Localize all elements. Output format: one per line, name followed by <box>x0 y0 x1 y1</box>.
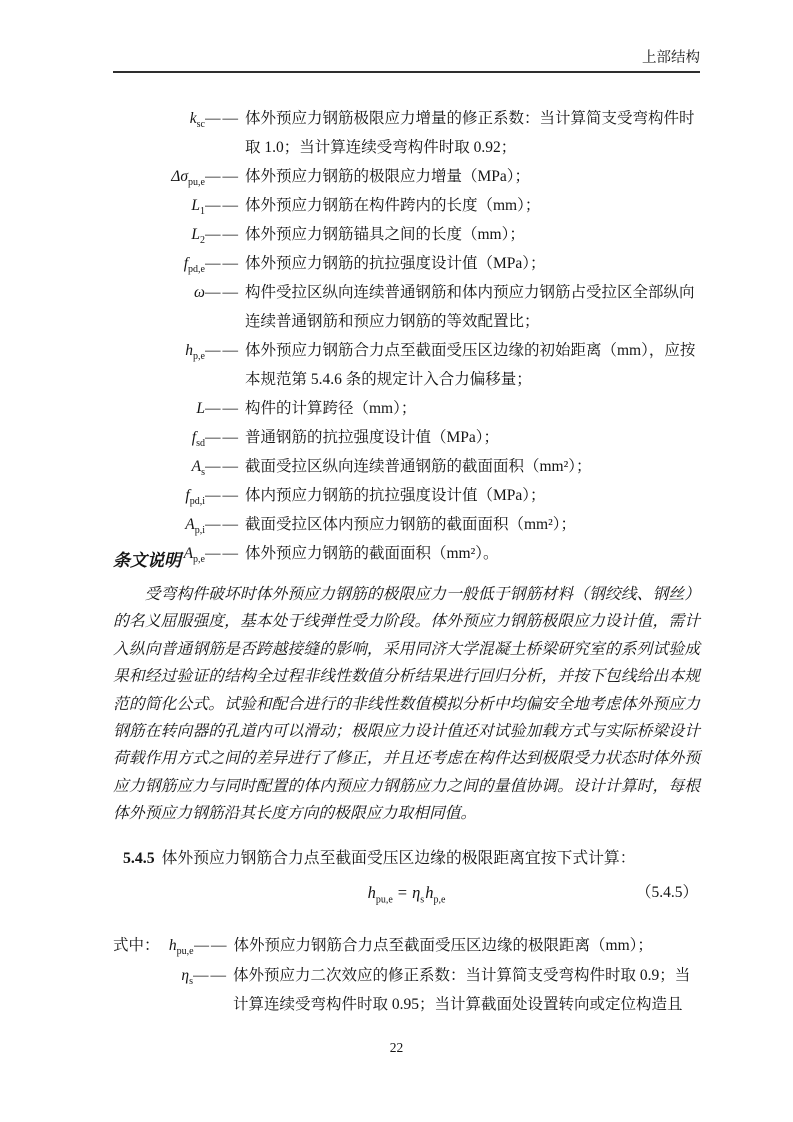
symbol-subscript: s <box>201 467 205 479</box>
formula-lhs-subscript: pu,e <box>375 894 393 906</box>
symbol-subscript: s <box>189 975 193 987</box>
symbol-subscript: p,i <box>194 525 205 537</box>
symbol-subscript: p,e <box>193 554 205 566</box>
equation-number: （5.4.5） <box>635 884 698 901</box>
definition-text: 构件的计算跨径（mm）； <box>245 400 417 417</box>
symbol-base: A <box>191 458 202 475</box>
em-dash: —— <box>205 197 240 214</box>
definition-item <box>113 510 700 539</box>
symbol-base: f <box>191 429 197 446</box>
commentary-heading: 条文说明 <box>113 551 181 570</box>
header-running-title: 上部结构 <box>642 50 700 66</box>
where-item <box>113 931 700 961</box>
em-dash: —— <box>205 168 240 185</box>
em-dash: —— <box>205 255 240 272</box>
definition-item <box>113 191 700 220</box>
symbol-subscript: pd,e <box>188 264 205 276</box>
clause-text: 体外预应力钢筋合力点至截面受压区边缘的极限距离宜按下式计算： <box>161 850 636 867</box>
where-prefix: 式中： <box>113 937 160 954</box>
symbol-subscript: 2 <box>200 235 205 247</box>
definition-text: 体外预应力钢筋的截面面积（mm²）。 <box>245 545 499 562</box>
definition-item <box>113 452 700 481</box>
definition-symbol <box>113 220 205 249</box>
em-dash: —— <box>205 110 240 127</box>
symbol-subscript: sd <box>196 438 205 450</box>
symbol-base: L <box>191 197 200 214</box>
commentary-paragraph: 受弯构件破坏时体外预应力钢筋的极限应力一般低于钢筋材料（钢绞线、钢丝）的名义屈服强度，基本处于线弹性受力阶段。体外预应力钢筋极限应力设计值，需计入纵向普通钢筋是否跨越接缝的影响，采用同济大学混凝土桥梁研究室的系列试验成果和经过验证的结构全过程非线性数值分析结果进行回归分析，并按下包线给出本规范的简化公式。试验和配合进行的非线性数值模拟分析中均偏安全地考虑体外预应力钢筋在转向器的孔道内可以滑动；极限应力设计值还对试验加载方式与实际桥梁设计荷载作用方式之间的差异进行了修正，并且还考虑在构件达到极限受力状态时体外预应力钢筋应力与同时配置的体内预应力钢筋应力之间的量值协调。设计计算时，每根体外预应力钢筋沿其长度方向的极限应力取相同值。 <box>113 586 700 823</box>
definition-symbol <box>113 278 205 307</box>
definition-text: 截面受拉区纵向连续普通钢筋的截面面积（mm²）； <box>245 458 592 475</box>
formula-row <box>113 878 700 907</box>
definition-item <box>113 539 700 568</box>
formula-eta-subscript: s <box>420 894 425 906</box>
definition-item <box>113 423 700 452</box>
em-dash: —— <box>205 487 240 504</box>
definition-item <box>113 220 700 249</box>
where-item <box>113 961 700 1020</box>
definition-item <box>113 249 700 278</box>
em-dash: —— <box>193 966 228 984</box>
definition-item <box>113 278 700 336</box>
where-item-text: 体外预应力二次效应的修正系数：当计算简支受弯构件时取 0.9；当计算连续受弯构件时取 0.95；当计算截面处设置转向或定位构造且 <box>233 966 691 1013</box>
symbol-base: h <box>168 937 177 954</box>
where-block <box>113 931 700 1020</box>
equation-5-4-5 <box>367 883 446 906</box>
clause-5-4-5 <box>123 844 700 873</box>
formula-lhs-base: h <box>367 883 376 902</box>
symbol-base: A <box>183 545 194 562</box>
symbol-subscript: pd,i <box>189 496 205 508</box>
where-item-text: 体外预应力钢筋合力点至截面受压区边缘的极限距离（mm）； <box>233 937 653 954</box>
em-dash: —— <box>205 545 240 562</box>
where-symbol <box>160 931 194 961</box>
em-dash: —— <box>205 284 240 301</box>
definition-text: 体外预应力钢筋的极限应力增量（MPa）； <box>245 168 531 185</box>
symbol-base: L <box>191 226 200 243</box>
symbol-base: k <box>189 110 197 127</box>
definition-item <box>113 104 700 162</box>
definition-text: 截面受拉区体内预应力钢筋的截面面积（mm²）； <box>245 516 577 533</box>
symbol-subscript: pu,e <box>176 946 194 958</box>
symbol-base: η <box>181 966 190 984</box>
definition-symbol <box>113 452 205 481</box>
definition-text: 体外预应力钢筋极限应力增量的修正系数：当计算简支受弯构件时取 1.0；当计算连续受弯构件时取 0.92； <box>245 110 695 156</box>
definition-symbol <box>113 336 205 365</box>
em-dash: —— <box>205 400 240 417</box>
definition-symbol <box>113 423 205 452</box>
symbol-subscript: pu,e <box>188 177 205 189</box>
formula-rhs-base: h <box>425 883 434 902</box>
formula-eta-base: η <box>412 883 421 902</box>
definition-symbol <box>113 162 205 191</box>
symbol-base: ω <box>194 284 205 301</box>
definition-symbol <box>113 481 205 510</box>
em-dash: —— <box>205 342 240 359</box>
definition-text: 普通钢筋的抗拉强度设计值（MPa）； <box>245 429 500 446</box>
definition-item <box>113 162 700 191</box>
definition-symbol <box>113 104 205 133</box>
definition-text: 体内预应力钢筋的抗拉强度设计值（MPa）； <box>245 487 546 504</box>
definition-item <box>113 394 700 423</box>
equals-sign: = <box>397 883 408 902</box>
symbol-subscript: 1 <box>200 206 205 218</box>
symbol-base: Δσ <box>171 168 189 185</box>
symbol-base: f <box>185 487 190 504</box>
definition-symbol <box>113 249 205 278</box>
definition-item <box>113 481 700 510</box>
definition-text: 体外预应力钢筋合力点至截面受压区边缘的初始距离（mm），应按本规范第 5.4.6 条的规定计入合力偏移量； <box>245 342 696 388</box>
em-dash: —— <box>205 458 240 475</box>
symbol-subscript: p,e <box>193 351 205 363</box>
formula-rhs-subscript: p,e <box>433 894 446 906</box>
em-dash: —— <box>205 429 240 446</box>
where-symbol <box>159 961 193 991</box>
em-dash: —— <box>205 516 240 533</box>
clause-number: 5.4.5 <box>123 850 155 867</box>
em-dash: —— <box>205 226 240 243</box>
page-number: 22 <box>389 1040 404 1055</box>
symbol-subscript: sc <box>196 119 205 131</box>
definition-text: 构件受拉区纵向连续普通钢筋和体内预应力钢筋占受拉区全部纵向连续普通钢筋和预应力钢筋的等效配置比； <box>245 284 695 330</box>
symbol-base: A <box>185 516 195 533</box>
definition-symbol <box>113 510 205 539</box>
em-dash: —— <box>193 937 229 954</box>
definition-text: 体外预应力钢筋的抗拉强度设计值（MPa）； <box>245 255 546 272</box>
page-header <box>113 49 700 73</box>
definition-text: 体外预应力钢筋锚具之间的长度（mm）； <box>245 226 525 243</box>
definition-text: 体外预应力钢筋在构件跨内的长度（mm）； <box>245 197 541 214</box>
symbol-base: h <box>185 342 194 359</box>
definition-symbol <box>113 394 205 423</box>
definition-item <box>113 336 700 394</box>
symbol-definition-list <box>113 104 700 568</box>
symbol-base: L <box>196 400 205 417</box>
symbol-base: f <box>183 255 189 272</box>
definition-symbol <box>113 191 205 220</box>
